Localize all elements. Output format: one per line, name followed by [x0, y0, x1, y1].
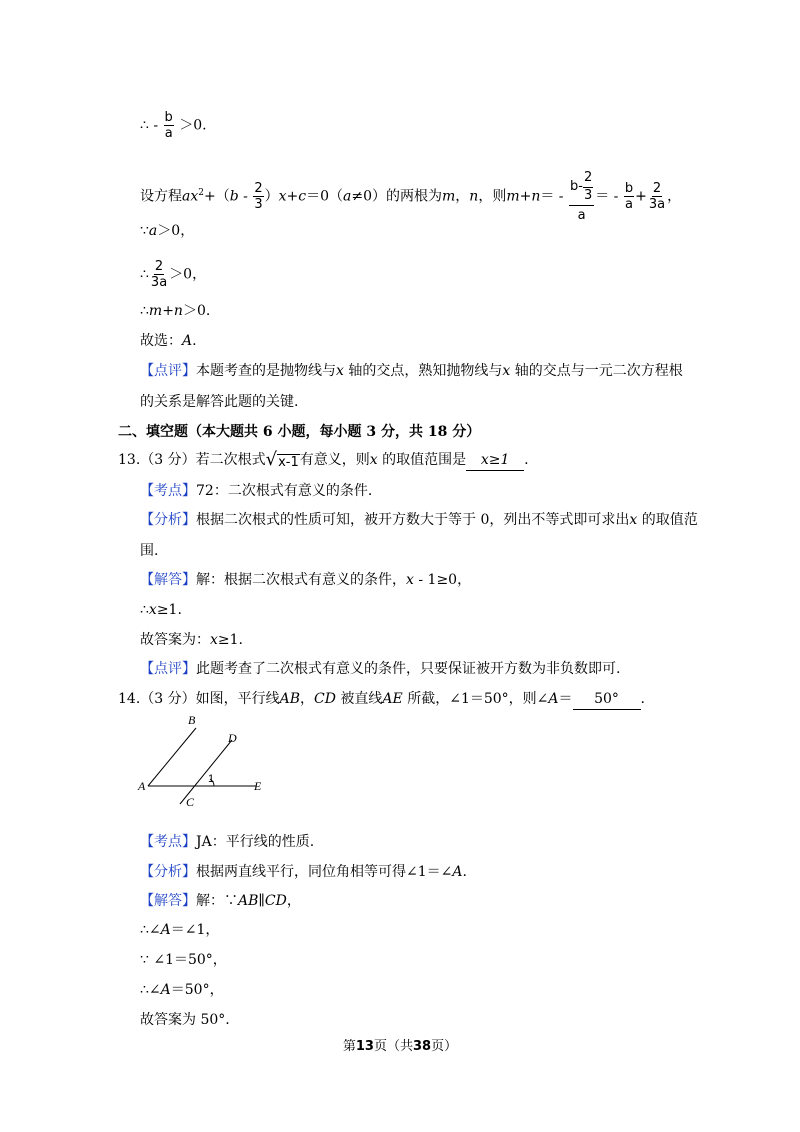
- fraction-b-over-a: $\frac{b}{a}$: [624, 181, 634, 212]
- fraction-sum-of-roots: b- $\frac{2}{3}$ a: [570, 170, 593, 223]
- label-E: E: [254, 779, 262, 793]
- page-footer: 第13页（共38页）: [342, 1039, 458, 1054]
- square-root: √ x-1: [265, 449, 299, 470]
- answer-blank: 50°: [573, 689, 641, 710]
- text: ∴ -: [140, 117, 159, 134]
- question-13: 13.（3 分）若二次根式 √ x-1 有意义，则x 的取值范围是 x≥1 .: [118, 449, 529, 470]
- label-B: B: [188, 713, 196, 727]
- q14-knowledge-point: 【考点】JA：平行线的性质.: [140, 834, 315, 850]
- page-total: 38: [413, 1039, 432, 1054]
- label-angle-1: 1: [208, 773, 215, 785]
- line-4: ∴ $\frac{2}{3a}$ ＞0，: [140, 259, 207, 290]
- q14-solution: 【解答】解：∵AB∥CD，: [140, 893, 301, 909]
- q13-analysis-cont: 围.: [140, 543, 159, 559]
- q13-solution: 【解答】解：根据二次根式有意义的条件，x - 1≥0，: [140, 572, 472, 588]
- question-14: 14.（3 分）如图，平行线AB，CD 被直线AE 所截，∠1＝50°，则∠A＝ 50° .: [118, 689, 645, 710]
- comment-line-2: 的关系是解答此题的关键.: [140, 394, 299, 410]
- line-3: ∵a＞0，: [140, 223, 195, 239]
- q14-analysis: 【分析】根据两直线平行，同位角相等可得∠1＝∠A.: [140, 864, 467, 880]
- label-D: D: [228, 731, 237, 745]
- fraction-2-over-3: $\frac{2}{3}$: [254, 181, 263, 212]
- parallel-lines-figure: [136, 710, 276, 810]
- label-C: C: [186, 795, 195, 809]
- line-5: ∴m+n＞0.: [140, 303, 211, 319]
- line-1: [140, 110, 207, 141]
- label-A: A: [138, 779, 146, 793]
- text: ＞0.: [179, 117, 207, 134]
- comment-line-1: 【点评】本题考查的是抛物线与x 轴的交点，熟知抛物线与x 轴的交点与一元二次方程根: [140, 363, 683, 379]
- q14-step-1: ∴∠A＝∠1，: [140, 922, 220, 938]
- q13-analysis: 【分析】根据二次根式的性质可知，被开方数大于等于 0，列出不等式即可求出x 的取值范: [140, 512, 698, 528]
- line-AB: [148, 728, 196, 786]
- q13-comment: 【点评】此题考查了二次根式有意义的条件，只要保证被开方数为非负数即可.: [140, 661, 621, 677]
- line-6: 故选：A.: [140, 333, 197, 349]
- q14-step-3: ∴∠A＝50°，: [140, 982, 224, 998]
- fraction-b-over-a: $\frac{b}{a}$: [164, 110, 173, 141]
- line-2: 设方程$ax^2+(b$ - $\frac{2}{3}$ ）x+c＝0（a≠0）的两根为m，n，则m+n＝ - b- $\frac{2}{3}$ a ＝ - $\frac{b}{a}$ + $\frac{2}{3a}$ ，: [140, 170, 682, 223]
- q13-step-2: 故答案为：x≥1.: [140, 632, 243, 648]
- comment-tag: 【点评】: [140, 363, 196, 379]
- page-number: 13: [355, 1039, 374, 1054]
- q13-knowledge-point: 【考点】72：二次根式有意义的条件.: [140, 483, 373, 499]
- fraction-2-over-3a: $\frac{2}{3a}$: [648, 181, 666, 212]
- fraction-2-over-3a: $\frac{2}{3a}$: [150, 259, 168, 290]
- q13-step-1: ∴x≥1.: [140, 602, 182, 618]
- section-heading: 二、填空题（本大题共 6 小题，每小题 3 分，共 18 分）: [118, 424, 481, 440]
- answer-blank: x≥1: [466, 450, 524, 471]
- q14-step-4: 故答案为 50°.: [140, 1012, 230, 1028]
- q14-step-2: ∵ ∠1＝50°，: [140, 952, 227, 968]
